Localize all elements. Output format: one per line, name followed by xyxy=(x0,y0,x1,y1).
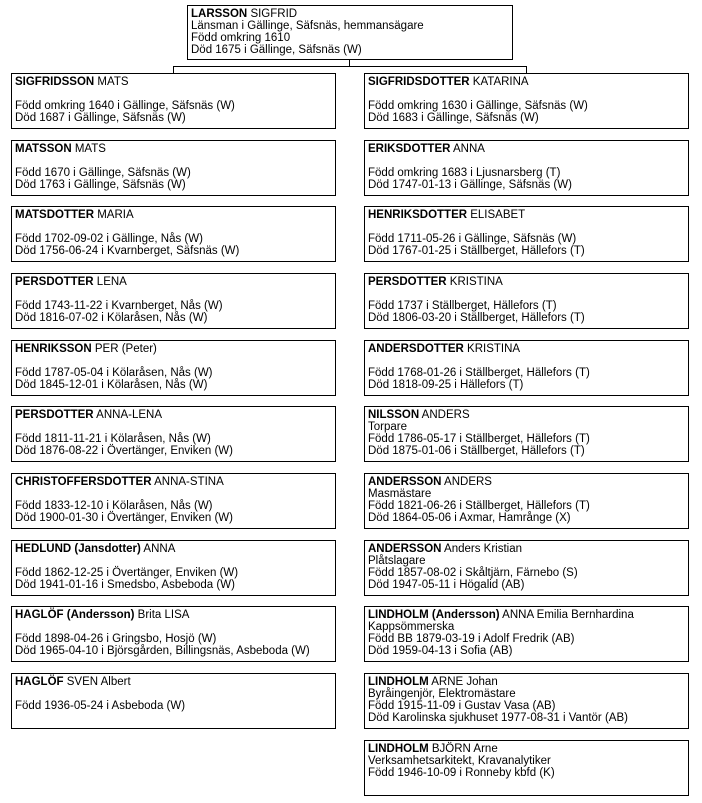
person-given-name: LENA xyxy=(93,276,127,288)
right-person-box xyxy=(364,406,689,462)
person-name-prefix: CHRISTOFFERS xyxy=(15,476,105,488)
person-detail-line: Född 1833-12-10 i Kölaråsen, Nås (W) xyxy=(15,500,213,512)
person-detail-line: Plåtslagare xyxy=(368,555,426,567)
person-given-name: ANNA-STINA xyxy=(151,476,224,488)
person-detail-line: Född 1936-05-24 i Asbeboda (W) xyxy=(15,700,186,712)
blank-line xyxy=(15,288,332,300)
person-detail-line: Död 1965-04-10 i Björsgården, Billingsnäs, Asbeboda (W) xyxy=(15,645,310,657)
person-detail-line: Född 1711-05-26 i Gällinge, Säfsnäs (W) xyxy=(368,233,577,245)
person-detail-line: Torpare xyxy=(368,421,407,433)
person-detail-line: Masmästare xyxy=(368,488,432,500)
root-birth: Född omkring 1610 xyxy=(191,32,291,44)
person-detail-line: Född omkring 1640 i Gällinge, Säfsnäs (W) xyxy=(15,100,235,112)
person-name-prefix: NIL xyxy=(368,409,387,421)
blank-line xyxy=(368,355,685,367)
person-name-prefix: MATS xyxy=(15,143,47,155)
right-person-box xyxy=(364,340,689,396)
person-detail-line: Född 1670 i Gällinge, Säfsnäs (W) xyxy=(15,167,191,179)
root-given-name: SIGFRID xyxy=(250,8,298,20)
blank-line xyxy=(368,288,685,300)
person-name-suffix: DOTTER xyxy=(403,143,451,155)
person-detail-line: Född omkring 1683 i Ljusnarsberg (T) xyxy=(368,167,561,179)
root-connector-horizontal xyxy=(173,66,527,67)
person-name-suffix: SSON xyxy=(59,343,92,355)
person-name xyxy=(368,743,685,755)
right-person-box xyxy=(364,273,689,329)
person-detail-line: Född 1821-06-26 i Ställberget, Hällefors (T) xyxy=(368,500,590,512)
person-name xyxy=(15,76,332,88)
person-name-suffix: SSON xyxy=(408,476,442,488)
left-person-box xyxy=(11,673,336,729)
person-given-name: ANDERS xyxy=(441,476,492,488)
person-given-name: BJÖRN Arne xyxy=(428,743,498,755)
right-person-box xyxy=(364,606,689,662)
person-name xyxy=(368,276,685,288)
person-given-name: ELISABET xyxy=(467,209,526,221)
left-person-box xyxy=(11,473,336,529)
person-name-prefix: SIGFRIDS xyxy=(368,76,423,88)
person-name-prefix: MATS xyxy=(15,209,47,221)
left-person-box xyxy=(11,406,336,462)
person-detail-line: Född 1862-12-25 i Övertänger, Enviken (W) xyxy=(15,567,239,579)
person-name xyxy=(15,276,332,288)
person-detail-line: Död 1864-05-06 i Axmar, Hamrånge (X) xyxy=(368,512,571,524)
person-given-name: ANDERS xyxy=(419,409,470,421)
person-given-name: KRISTINA xyxy=(463,343,521,355)
blank-line xyxy=(368,88,685,100)
person-detail-line: Kappsömmerska xyxy=(368,621,455,633)
person-name-suffix: DOTTER xyxy=(46,409,94,421)
person-name-prefix: LINDHOLM (Andersson) xyxy=(368,609,500,621)
person-detail-line: Död 1806-03-20 i Ställberget, Hällefors (T) xyxy=(368,312,585,324)
person-given-name: ANNA-LENA xyxy=(93,409,162,421)
person-name-prefix: HAGLÖF (Andersson) xyxy=(15,609,135,621)
root-occupation: Länsman i Gällinge, Säfsnäs, hemmansägare xyxy=(191,20,424,32)
right-person-box xyxy=(364,740,689,796)
person-given-name: ANNA xyxy=(140,543,176,555)
person-name xyxy=(15,609,332,621)
root-surname: LARSSON xyxy=(191,8,248,20)
person-name-suffix: DOTTER xyxy=(46,209,95,221)
person-name xyxy=(15,676,332,688)
person-detail-line: Död 1900-01-30 i Övertänger, Enviken (W) xyxy=(15,512,233,524)
person-given-name: KRISTINA xyxy=(446,276,503,288)
person-name-suffix: SON xyxy=(46,143,72,155)
person-name xyxy=(15,543,332,555)
person-detail-line: Död 1845-12-01 i Kölaråsen, Nås (W) xyxy=(15,379,208,391)
person-name-suffix: DOTTER xyxy=(422,76,470,88)
person-detail-line: Byråingenjör, Elektromästare xyxy=(368,688,516,700)
person-name-prefix: PERS xyxy=(15,276,47,288)
person-name-prefix: HEDLUND (Jansdotter) xyxy=(15,543,141,555)
person-given-name: SVEN Albert xyxy=(63,676,131,688)
person-given-name: MATS xyxy=(71,143,106,155)
person-detail-line: Född 1737 i Ställberget, Hällefors (T) xyxy=(368,300,557,312)
person-name-suffix: SSON xyxy=(386,409,420,421)
person-name xyxy=(368,76,685,88)
person-name xyxy=(368,476,685,488)
left-person-box xyxy=(11,340,336,396)
person-detail-line: Död 1959-04-13 i Sofia (AB) xyxy=(368,645,513,657)
blank-line xyxy=(15,688,332,700)
right-person-box xyxy=(364,673,689,729)
person-name xyxy=(15,409,332,421)
person-given-name: ANNA Emilia Bernhardina xyxy=(499,609,634,621)
person-name-suffix: SSON xyxy=(408,543,442,555)
person-detail-line: Död 1756-06-24 i Kvarnberget, Säfsnäs (W) xyxy=(15,245,240,257)
person-name-suffix: DOTTER xyxy=(416,343,464,355)
person-name xyxy=(368,409,685,421)
blank-line xyxy=(15,221,332,233)
person-given-name: PER (Peter) xyxy=(91,343,157,355)
person-detail-line: Verksamhetsarkitekt, Kravanalytiker xyxy=(368,755,551,767)
blank-line xyxy=(15,555,332,567)
person-detail-line: Död 1767-01-25 i Ställberget, Hällefors (T) xyxy=(368,245,585,257)
person-name xyxy=(368,609,685,621)
blank-line xyxy=(15,488,332,500)
person-given-name: ANNA xyxy=(450,143,485,155)
person-detail-line: Död 1818-09-25 i Hällefors (T) xyxy=(368,379,524,391)
person-detail-line: Död 1687 i Gällinge, Säfsnäs (W) xyxy=(15,112,186,124)
person-given-name: ARNE Johan xyxy=(428,676,498,688)
left-person-box xyxy=(11,273,336,329)
person-name-prefix: ERIKS xyxy=(368,143,404,155)
right-person-box xyxy=(364,540,689,596)
left-person-box xyxy=(11,73,336,129)
person-name xyxy=(368,343,685,355)
blank-line xyxy=(15,621,332,633)
left-person-box xyxy=(11,140,336,196)
person-name-suffix: SSON xyxy=(61,76,95,88)
person-given-name: MATS xyxy=(94,76,129,88)
root-person-box xyxy=(187,5,513,60)
person-name-suffix: DOTTER xyxy=(419,209,468,221)
person-name xyxy=(368,543,685,555)
person-detail-line: Död 1683 i Gällinge, Säfsnäs (W) xyxy=(368,112,539,124)
left-person-box xyxy=(11,206,336,262)
root-person-name xyxy=(191,8,509,20)
person-name-prefix: HENRIKS xyxy=(368,209,420,221)
right-person-box xyxy=(364,73,689,129)
root-death: Död 1675 i Gällinge, Säfsnäs (W) xyxy=(191,44,362,56)
person-name-prefix: SIGFRID xyxy=(15,76,62,88)
person-name-prefix: HENRIK xyxy=(15,343,60,355)
person-name-prefix: PERS xyxy=(368,276,400,288)
person-given-name: Anders Kristian xyxy=(441,543,523,555)
person-name xyxy=(15,343,332,355)
person-given-name: Brita LISA xyxy=(134,609,190,621)
person-name-prefix: ANDER xyxy=(368,543,409,555)
person-detail-line: Född omkring 1630 i Gällinge, Säfsnäs (W) xyxy=(368,100,588,112)
person-detail-line: Född 1743-11-22 i Kvarnberget, Nås (W) xyxy=(15,300,223,312)
person-name-prefix: ANDER xyxy=(368,476,409,488)
person-detail-line: Död 1875-01-06 i Ställberget, Hällefors (T) xyxy=(368,445,585,457)
person-detail-line: Död 1947-05-11 i Högalid (AB) xyxy=(368,579,525,591)
person-detail-line: Död 1816-07-02 i Kölaråsen, Nås (W) xyxy=(15,312,208,324)
blank-line xyxy=(15,88,332,100)
person-name-suffix: DOTTER xyxy=(104,476,152,488)
left-branch-connector xyxy=(173,66,174,73)
person-name xyxy=(368,143,685,155)
right-person-box xyxy=(364,206,689,262)
blank-line xyxy=(15,355,332,367)
person-detail-line: Död 1763 i Gällinge, Säfsnäs (W) xyxy=(15,179,186,191)
person-detail-line: Död Karolinska sjukhuset 1977-08-31 i Vantör (AB) xyxy=(368,712,628,724)
person-detail-line: Född 1857-08-02 i Skåltjärn, Färnebo (S) xyxy=(368,567,578,579)
person-name xyxy=(15,476,332,488)
person-detail-line: Född 1786-05-17 i Ställberget, Hällefors (T) xyxy=(368,433,590,445)
blank-line xyxy=(15,155,332,167)
person-name-prefix: PERS xyxy=(15,409,47,421)
person-name-prefix: LINDHOLM xyxy=(368,676,429,688)
blank-line xyxy=(368,221,685,233)
person-detail-line: Född 1898-04-26 i Gringsbo, Hosjö (W) xyxy=(15,633,217,645)
person-name-prefix: LINDHOLM xyxy=(368,743,429,755)
person-name xyxy=(368,209,685,221)
person-detail-line: Född BB 1879-03-19 i Adolf Fredrik (AB) xyxy=(368,633,575,645)
left-person-box xyxy=(11,540,336,596)
person-detail-line: Död 1747-01-13 i Gällinge, Säfsnäs (W) xyxy=(368,179,572,191)
person-name-suffix: DOTTER xyxy=(46,276,94,288)
person-detail-line: Död 1941-01-16 i Smedsbo, Asbeboda (W) xyxy=(15,579,235,591)
person-detail-line: Död 1876-08-22 i Övertänger, Enviken (W) xyxy=(15,445,233,457)
person-detail-line: Född 1768-01-26 i Ställberget, Hällefors (T) xyxy=(368,367,590,379)
right-person-box xyxy=(364,140,689,196)
right-branch-connector xyxy=(526,66,527,73)
person-detail-line: Född 1915-11-09 i Gustav Vasa (AB) xyxy=(368,700,556,712)
person-detail-line: Född 1787-05-04 i Kölaråsen, Nås (W) xyxy=(15,367,213,379)
person-name-prefix: ANDERS xyxy=(368,343,417,355)
person-name xyxy=(15,143,332,155)
person-detail-line: Född 1946-10-09 i Ronneby kbfd (K) xyxy=(368,767,555,779)
person-name xyxy=(368,676,685,688)
person-detail-line: Född 1702-09-02 i Gällinge, Nås (W) xyxy=(15,233,203,245)
right-person-box xyxy=(364,473,689,529)
person-detail-line: Född 1811-11-21 i Kölaråsen, Nås (W) xyxy=(15,433,211,445)
person-name-suffix: DOTTER xyxy=(399,276,447,288)
person-name-prefix: HAGLÖF xyxy=(15,676,64,688)
person-given-name: KATARINA xyxy=(469,76,529,88)
person-name xyxy=(15,209,332,221)
person-given-name: MARIA xyxy=(94,209,134,221)
left-person-box xyxy=(11,606,336,662)
blank-line xyxy=(15,421,332,433)
blank-line xyxy=(368,155,685,167)
